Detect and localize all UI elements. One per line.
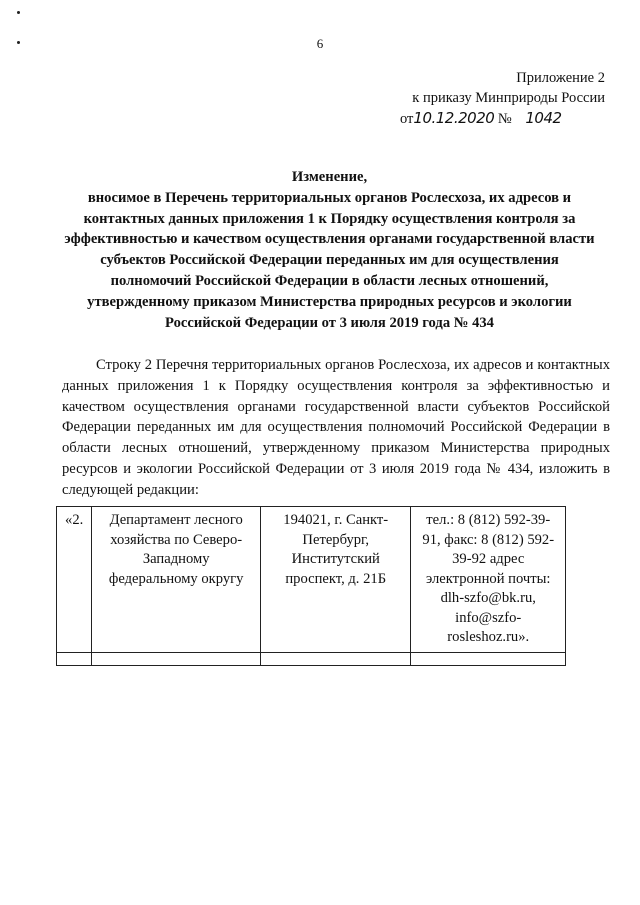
body-paragraph: Строку 2 Перечня территориальных органов Рослесхоза, их адресов и контактных данных приложения 1 к Порядку осуществления контроля за эффективностью и качеством осуществления органами государственной власти субъектов Российской Федерации переданных им для осуществления полномочий Российской Федерации в области лесных отношений, утвержденному приказом Министерства природных ресурсов и экологии Российской Федерации от 3 июля 2019 года № 434, изложить в следующей редакции: [62, 357, 610, 498]
row-number-cell: «2. [57, 507, 92, 653]
scan-mark-top [17, 11, 20, 14]
empty-cell [92, 652, 261, 665]
handwritten-date: 10.12.2020 [413, 109, 495, 127]
handwritten-number: 1042 [525, 109, 562, 127]
date-prefix: от [400, 111, 414, 127]
appendix-date-line [400, 108, 605, 129]
page-number: 6 [316, 36, 324, 51]
appendix-block [400, 68, 605, 129]
empty-cell [261, 652, 411, 665]
appendix-title: Приложение 2 [516, 70, 605, 86]
document-heading [62, 167, 597, 333]
appendix-order-reference: к приказу Минприроды России [412, 90, 605, 106]
contacts-cell: тел.: 8 (812) 592-39-91, факс: 8 (812) 592-39-92 адрес электронной почты: dlh-szfo@bk.ru, info@szfo-rosleshoz.ru». [411, 507, 566, 653]
amendment-table [56, 506, 566, 666]
department-cell: Департамент лесного хозяйства по Северо-Западному федеральному округу [92, 507, 261, 653]
heading-title: Изменение, [291, 169, 368, 185]
empty-cell [57, 652, 92, 665]
empty-cell [411, 652, 566, 665]
heading-subtitle: вносимое в Перечень территориальных органов Рослесхоза, их адресов и контактных данных приложения 1 к Порядку осуществления контроля за эффективностью и качеством осуществления органами государственной власти субъектов Российской Федерации переданных им для осуществления полномочий Российской Федерации в области лесных отношений, утвержденному приказом Министерства природных ресурсов и экологии Российской Федерации от 3 июля 2019 года № 434 [64, 189, 595, 331]
address-cell: 194021, г. Санкт-Петербург, Институтский проспект, д. 21Б [261, 507, 411, 653]
number-prefix: № [497, 111, 512, 127]
table-row [57, 652, 566, 665]
table-row [57, 507, 566, 653]
